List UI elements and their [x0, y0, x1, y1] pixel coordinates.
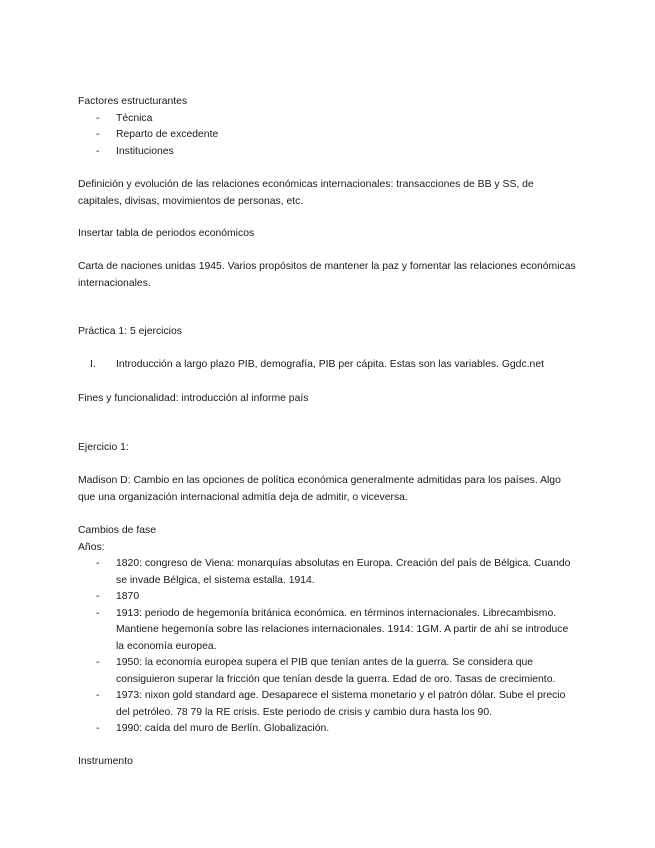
- list-item-text: Reparto de excedente: [116, 129, 219, 140]
- list-item-text: 1870: [116, 591, 140, 602]
- bullet-marker: -: [96, 607, 100, 619]
- anos-subheading: Años:: [78, 541, 105, 553]
- bullet-marker: -: [96, 558, 100, 569]
- carta-paragraph: [78, 259, 578, 292]
- definicion-paragraph: [78, 177, 578, 210]
- list-item: [78, 589, 578, 606]
- bullet-marker: -: [96, 129, 100, 140]
- list-item-text: Introducción a largo plazo PIB, demografía, PIB per cápita. Estas son las variables. Ggdc.net: [116, 359, 544, 370]
- list-item-text: Instituciones: [116, 145, 174, 157]
- list-item-text: 1973: nixon gold standard age. Desaparece el sistema monetario y el patrón dólar. Sube el precio del petróleo. 78 79 la RE crisis. Este periodo de crisis y cambio dura hasta los 90.: [116, 690, 566, 718]
- list-item: [78, 688, 578, 721]
- bullet-marker: -: [96, 723, 100, 734]
- list-item: [78, 721, 578, 738]
- list-item: [78, 556, 578, 589]
- list-item: [78, 144, 578, 161]
- list-item: [78, 357, 578, 374]
- cambios-section: [78, 523, 578, 738]
- factores-heading: Factores estructurantes: [78, 96, 188, 107]
- insertar-text: Insertar tabla de periodos económicos: [78, 228, 255, 239]
- list-item: [78, 655, 578, 688]
- bullet-marker: -: [96, 145, 100, 157]
- insertar-paragraph: [78, 226, 578, 243]
- list-item-text: 1913: periodo de hegemonía británica económica. en términos internacionales. Librecambismo. Mantiene hegemonía sobre las relaciones internacionales. 1914: 1GM. A partir de ahí se introduce la economía europea.: [116, 607, 569, 652]
- practica-list: [78, 357, 578, 374]
- bullet-marker: -: [96, 657, 100, 668]
- factores-list: [78, 111, 578, 161]
- list-item-text: 1820: congreso de Viena: monarquías absolutas en Europa. Creación del país de Bélgica. Cuando se invade Bélgica, el sistema estalla. 1914.: [116, 558, 571, 586]
- list-item: [78, 606, 578, 656]
- cambios-list: [78, 556, 578, 738]
- practica-heading: Práctica 1: 5 ejercicios: [78, 326, 182, 337]
- definicion-text: Definición y evolución de las relaciones económicas internacionales: transacciones de BB y SS, de capitales, divisas, movimientos de personas, etc.: [78, 179, 534, 207]
- ejercicio-heading: Ejercicio 1:: [78, 442, 129, 453]
- bullet-marker: -: [96, 112, 100, 124]
- list-item: [78, 127, 578, 144]
- list-item: [78, 111, 578, 128]
- ejercicio-paragraph: [78, 440, 578, 457]
- list-item-text: 1950: la economía europea supera el PIB que tenían antes de la guerra. Se considera que consiguieron superar la fricción que tenían desde la guerra. Edad de oro. Tasas de crecimiento.: [116, 657, 556, 685]
- practica-heading-block: [78, 324, 578, 341]
- instrumento-paragraph: [78, 754, 578, 771]
- list-item-text: 1990: caída del muro de Berlín. Globalización.: [116, 723, 330, 734]
- factores-section: [78, 94, 578, 160]
- practica-list-block: [78, 357, 578, 374]
- madison-paragraph: [78, 473, 578, 506]
- fines-paragraph: [78, 391, 578, 408]
- roman-numeral-marker: I.: [90, 359, 96, 370]
- bullet-marker: -: [96, 690, 100, 701]
- cambios-heading: Cambios de fase: [78, 525, 156, 536]
- bullet-marker: -: [96, 591, 100, 602]
- list-item-text: Técnica: [116, 112, 153, 124]
- instrumento-heading: Instrumento: [78, 756, 133, 767]
- madison-text: Madison D: Cambio en las opciones de política económica generalmente admitidas para los países. Algo que una organización internacional admitía deja de admitir, o viceversa.: [78, 475, 561, 503]
- carta-text: Carta de naciones unidas 1945. Varios propósitos de mantener la paz y fomentar las relaciones económicas internacionales.: [78, 261, 576, 289]
- fines-text: Fines y funcionalidad: introducción al informe país: [78, 393, 309, 404]
